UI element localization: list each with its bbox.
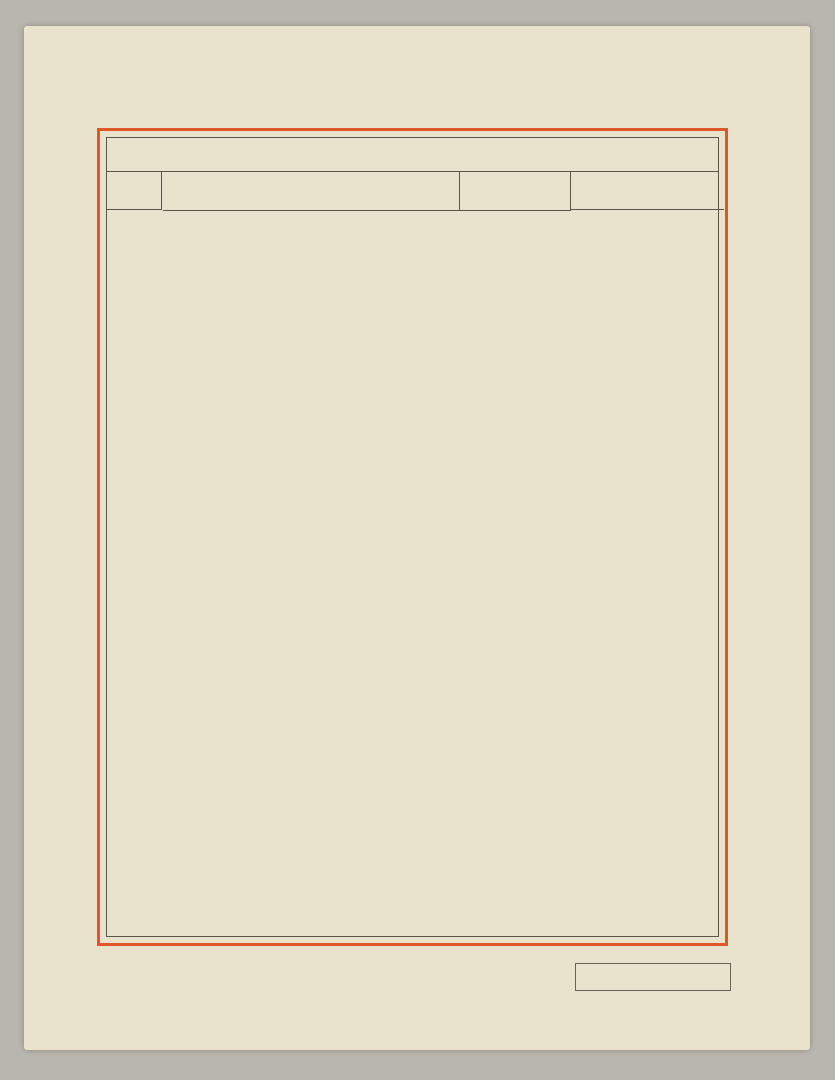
header-bijbel <box>163 172 460 211</box>
header-leerjaar <box>107 172 162 210</box>
header-katechismus <box>460 172 571 211</box>
leerplan-table <box>106 137 719 937</box>
poster-title <box>107 138 718 172</box>
header-godsdienst <box>571 172 724 210</box>
poster-frame <box>97 128 728 946</box>
stamp-line-3 <box>579 966 727 974</box>
approval-stamp <box>575 963 731 991</box>
